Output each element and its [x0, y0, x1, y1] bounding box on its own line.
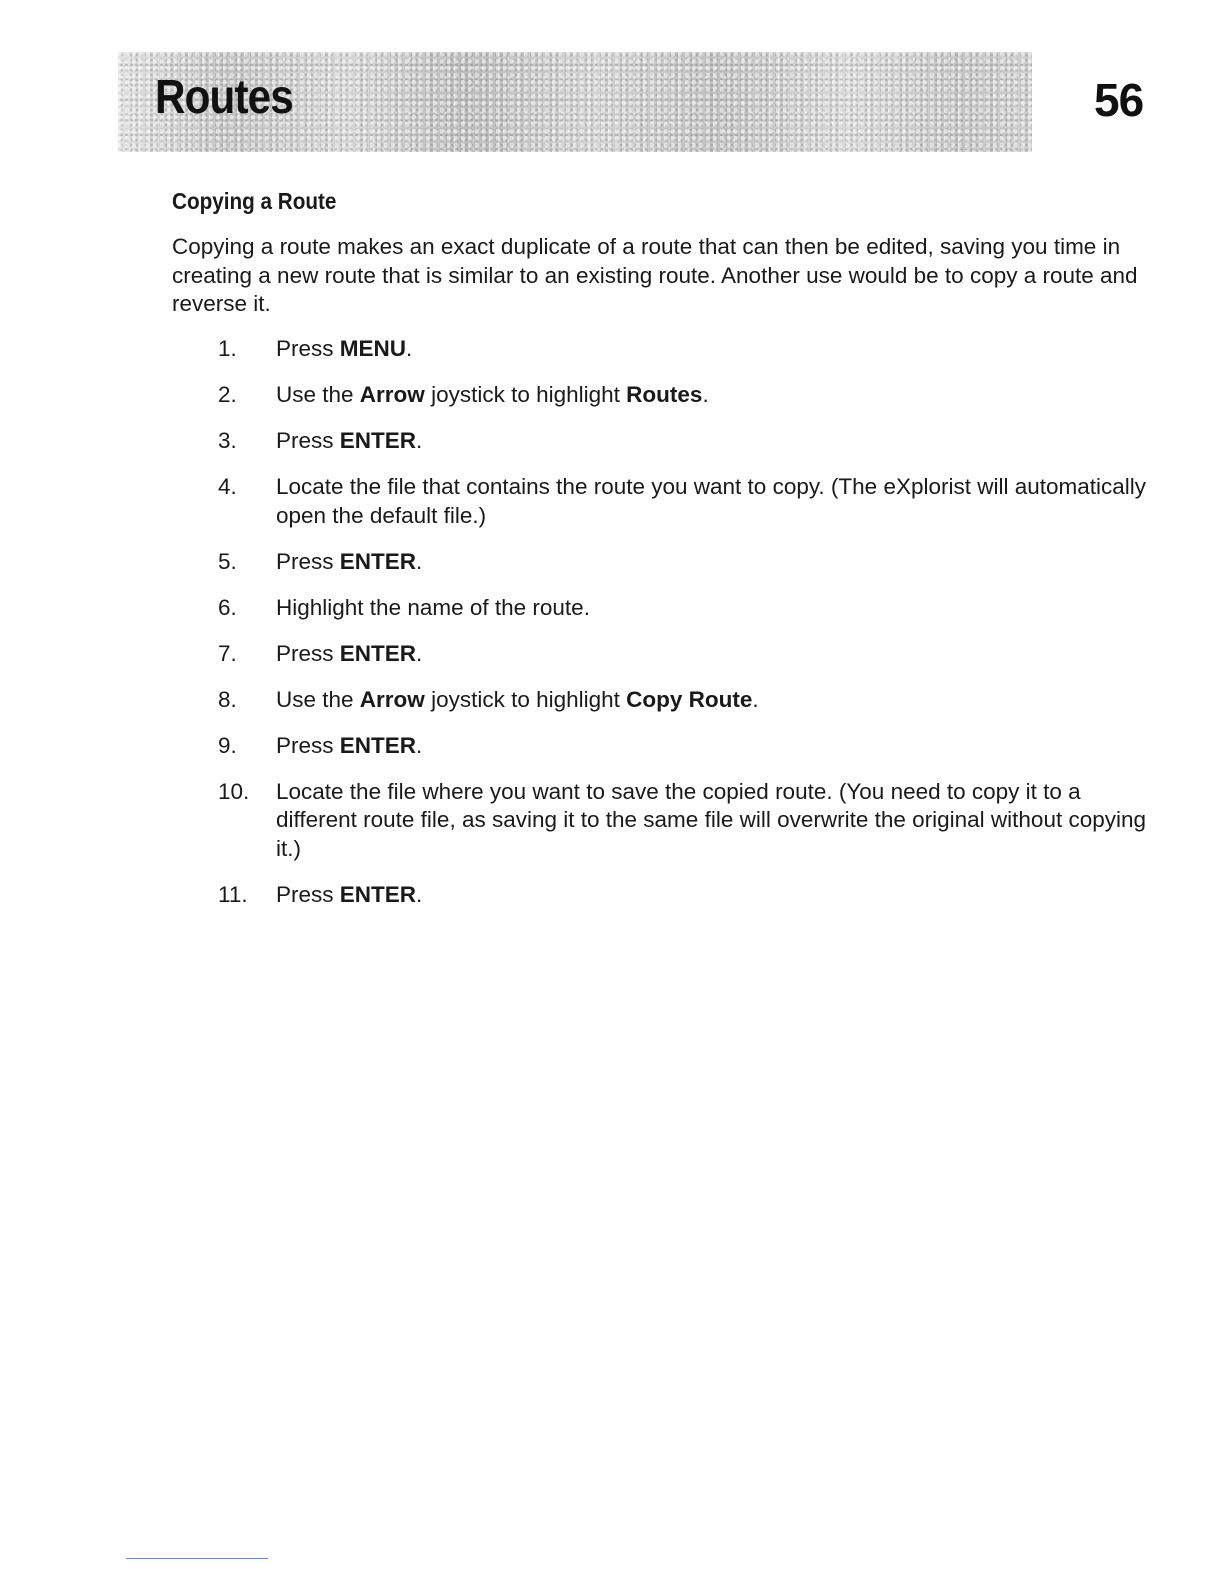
step-5 [172, 548, 1162, 577]
step-7 [172, 640, 1162, 669]
step-text: Locate the file that contains the route you want to copy. (The eXplorist will automatically open the default file.) [276, 474, 1147, 528]
step-number: 4. [218, 474, 237, 499]
step-text: Press ENTER. [276, 881, 423, 907]
key-name: ENTER [339, 732, 417, 758]
menu-item-name: Copy Route [626, 686, 753, 712]
step-text: Locate the file where you want to save the copied route. (You need to copy it to a different route file, as saving it to the same file will overwrite the original without copying it.) [276, 778, 1147, 861]
step-number: 10. [218, 778, 250, 804]
step-number: 11. [218, 881, 248, 907]
step-4 [172, 473, 1162, 530]
step-1 [172, 335, 1162, 364]
step-9 [172, 732, 1162, 761]
control-name: Arrow [359, 382, 425, 407]
step-text: Highlight the name of the route. [276, 594, 590, 620]
step-6 [172, 594, 1162, 623]
key-name: ENTER [339, 548, 417, 574]
intro-paragraph: Copying a route makes an exact duplicate of a route that can then be edited, saving you time in creating a new route that is similar to an existing route. Another use would be to copy a route and reverse it. [172, 234, 1138, 316]
page-title: Routes [155, 71, 293, 124]
page-number: 56 [1094, 74, 1144, 126]
step-8 [172, 686, 1162, 715]
step-number: 2. [218, 382, 237, 407]
section-heading: Copying a Route [172, 188, 337, 214]
step-text: Use the Arrow joystick to highlight Routes. [276, 382, 709, 407]
key-name: ENTER [339, 640, 417, 666]
step-text: Press ENTER. [276, 640, 423, 666]
key-name: MENU [339, 336, 407, 361]
step-number: 6. [218, 594, 237, 620]
step-number: 9. [218, 732, 237, 758]
key-name: ENTER [339, 428, 417, 453]
step-text: Press ENTER. [276, 732, 423, 758]
step-text: Use the Arrow joystick to highlight Copy Route. [276, 686, 759, 712]
key-name: ENTER [339, 881, 417, 907]
step-number: 8. [218, 686, 237, 712]
step-number: 1. [218, 336, 237, 361]
menu-item-name: Routes [626, 382, 703, 407]
step-10 [172, 778, 1162, 864]
step-number: 5. [218, 548, 237, 574]
step-3 [172, 427, 1162, 456]
step-text: Press ENTER. [276, 548, 423, 574]
step-11 [172, 881, 1162, 910]
step-number: 7. [218, 640, 237, 666]
step-number: 3. [218, 428, 237, 453]
step-text: Press ENTER. [276, 428, 423, 453]
steps-list [172, 335, 1162, 927]
step-text: Press MENU. [276, 336, 413, 361]
control-name: Arrow [359, 686, 425, 712]
step-2 [172, 381, 1162, 410]
footer-rule [126, 1558, 268, 1559]
